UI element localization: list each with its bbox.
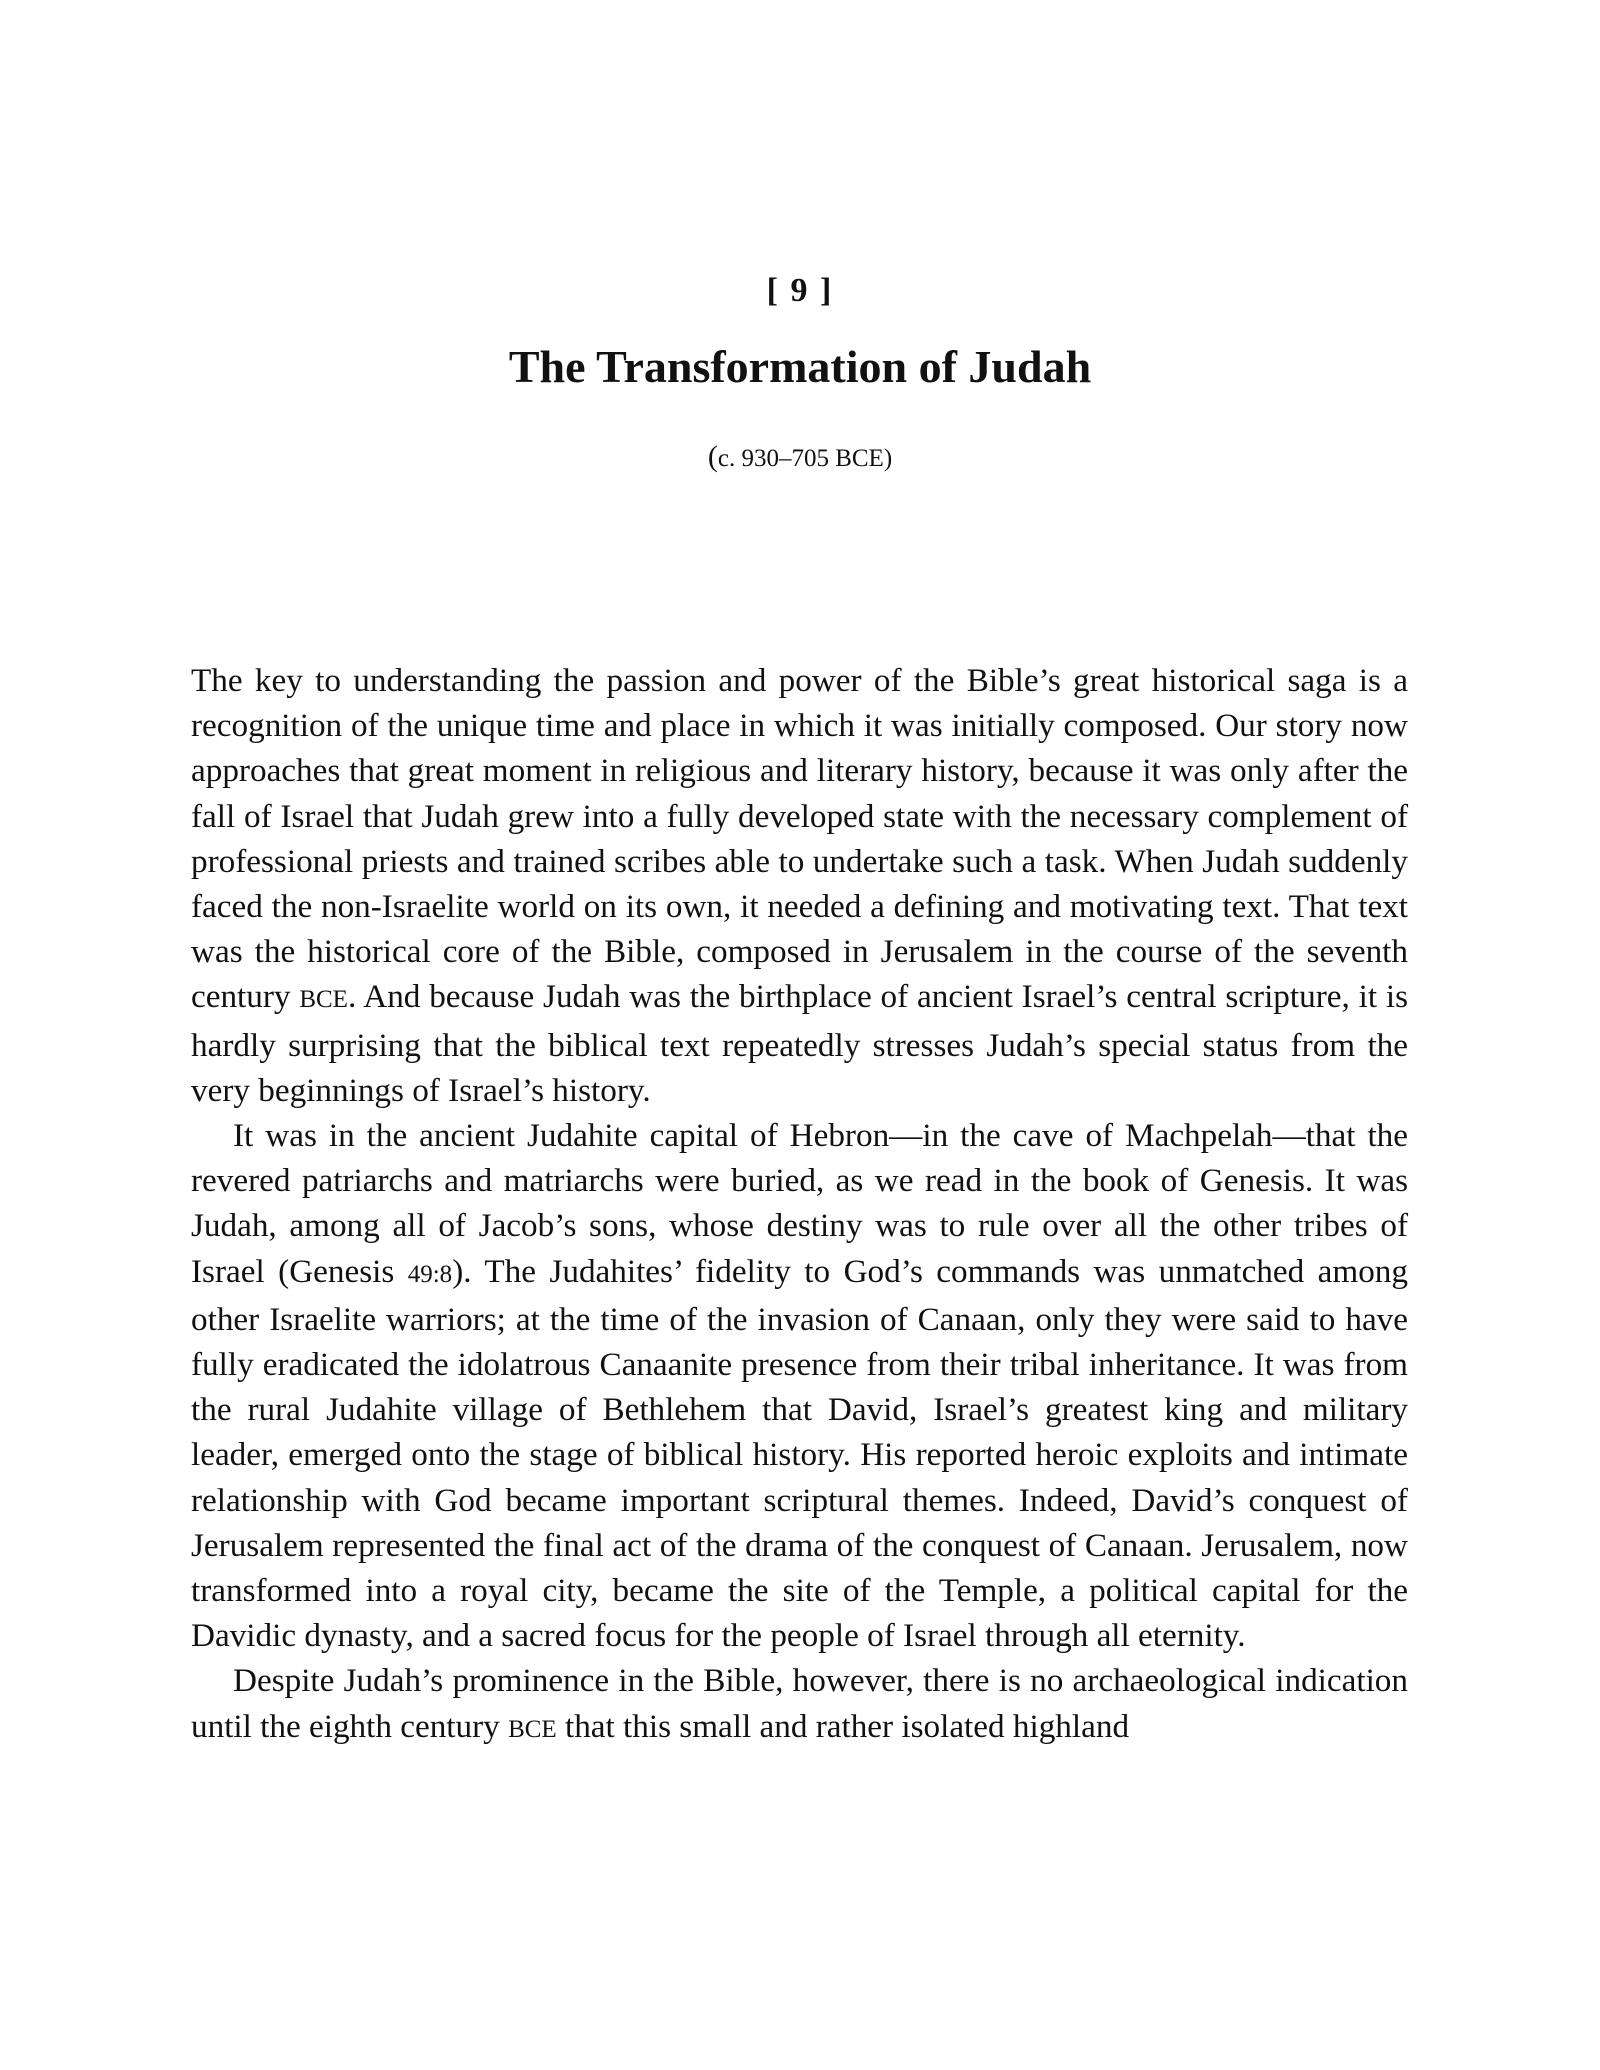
paragraph-1: [191, 658, 1408, 1113]
dates-open-paren: (: [707, 440, 718, 473]
chapter-number: [ 9 ]: [766, 272, 834, 309]
dates-circa: c.: [717, 445, 736, 472]
chapter-title: The Transformation of Judah: [508, 341, 1092, 392]
paragraph-3-text-a: Despite Judah’s prominence in the Bible, however, there is no archaeological indication until the eighth century: [191, 1662, 1408, 1745]
small-caps-bce: BCE: [508, 1715, 557, 1743]
paragraph-1-text-b: . And because Judah was the birthplace of ancient Israel’s central scripture, it is hardly surprising that the biblical text repeatedly stresses Judah’s special status from the very beginnings of Israel’s history.: [191, 978, 1408, 1109]
chapter-dates: [0, 440, 1600, 474]
paragraph-2-text-b: ). The Judahites’ fidelity to God’s commands was unmatched among other Israelite warriors; at the time of the invasion of Canaan, only they were said to have fully eradicated the idolatrous Canaanite presence from their tribal inheritance. It was from the rural Judahite village of Bethlehem that David, Israel’s greatest king and military leader, emerged onto the stage of biblical history. His reported heroic exploits and intimate relationship with God became important scriptural themes. Indeed, David’s conquest of Jerusalem represented the final act of the drama of the conquest of Canaan. Jerusalem, now transformed into a royal city, became the site of the Temple, a political capital for the Davidic dynasty, and a sacred focus for the people of Israel through all eternity.: [191, 1252, 1408, 1655]
paragraph-1-text-a: The key to understanding the passion and power of the Bible’s great historical saga is a recognition of the unique time and place in which it was initially composed. Our story now approaches that great moment in religious and literary history, because it was only after the fall of Israel that Judah grew into a fully developed state with the necessary complement of professional priests and trained scribes able to undertake such a task. When Judah suddenly faced the non-Israelite world on its own, it needed a defining and motivating text. That text was the historical core of the Bible, composed in Jerusalem in the course of the seventh century: [191, 662, 1408, 1016]
paragraph-3: [191, 1658, 1408, 1751]
small-caps-bce: BCE: [299, 986, 348, 1014]
paragraph-2: [191, 1113, 1408, 1658]
paragraph-3-text-b: that this small and rather isolated highland: [556, 1707, 1130, 1745]
paragraph-2-text-a: It was in the ancient Judahite capital of Hebron—in the cave of Machpelah—that the revered patriarchs and matriarchs were buried, as we read in the book of Genesis. It was Judah, among all of Jacob’s sons, whose destiny was to rule over all the other tribes of Israel (Genesis: [191, 1117, 1408, 1290]
body-text: [191, 658, 1408, 1752]
verse-reference: 49:8: [407, 1260, 453, 1288]
dates-range: 930–705 BCE): [735, 445, 893, 472]
